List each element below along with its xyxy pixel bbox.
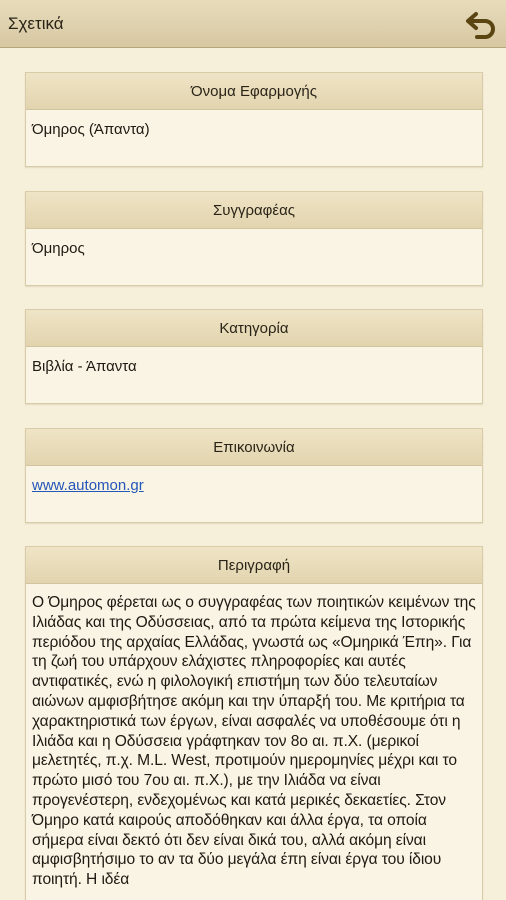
- description-text: Ο Όμηρος φέρεται ως ο συγγραφέας των ποιητικών κειμένων της Ιλιάδας και της Οδύσσειας, από τα πρώτα κείμενα της Ιστορικής περιόδου της αρχαίας Ελλάδας, γνωστά ως «Ομηρικά Έπη». Για τη ζωή του υπάρχουν ελάχιστες πληροφορίες και αυτές αντιφατικές, ενώ η φιλολογική επιστήμη των δύο τελευταίων αιώνων αμφισβήτησε ακόμη και την ύπαρξή του. Με κριτήρια τα χαρακτηριστικά των έργων, είναι ασφαλές να υποθέσουμε ότι η Ιλιάδα και η Οδύσσεια γράφτηκαν τον 8ο αι. π.Χ. (μερικοί μελετητές, π.χ. M.L. West, προτιμούν ημερομηνίες μέχρι και το πρώτο μισό του 7ου αι. π.Χ.), με την Ιλιάδα να είναι προγενέστερη, ενδεχομένως και κατά μερικές δεκαετίες. Στον Όμηρο κατά καιρούς αποδόθηκαν και άλλα έργα, τα οποία σήμερα είναι δεκτό ότι δεν είναι δικά του, αλλά ακόμη είναι αμφισβητήσιμο το αν τα δύο μεγάλα έπη είναι έργα του ίδιου ποιητή. Η ιδέα: [32, 594, 476, 889]
- page-title: Σχετικά: [8, 14, 64, 33]
- category-card: [25, 309, 483, 404]
- app-name-value: Όμηρος (Άπαντα): [32, 121, 150, 138]
- contact-link[interactable]: www.automon.gr: [32, 477, 144, 494]
- contact-card: [25, 428, 483, 523]
- about-content[interactable]: [0, 48, 506, 900]
- description-card: [25, 546, 483, 900]
- category-value: Βιβλία - Άπαντα: [32, 358, 137, 375]
- app-name-label: Όνομα Εφαρμογής: [26, 73, 482, 110]
- author-card: [25, 191, 483, 286]
- author-value: Όμηρος: [32, 240, 85, 257]
- description-label: Περιγραφή: [26, 547, 482, 584]
- back-button[interactable]: [462, 6, 500, 42]
- app-bar: [0, 0, 506, 48]
- category-label: Κατηγορία: [26, 310, 482, 347]
- app-name-card: [25, 72, 483, 167]
- back-arrow-icon: [465, 9, 497, 39]
- contact-value-wrap: [26, 466, 482, 495]
- contact-label: Επικοινωνία: [26, 429, 482, 466]
- author-label: Συγγραφέας: [26, 192, 482, 229]
